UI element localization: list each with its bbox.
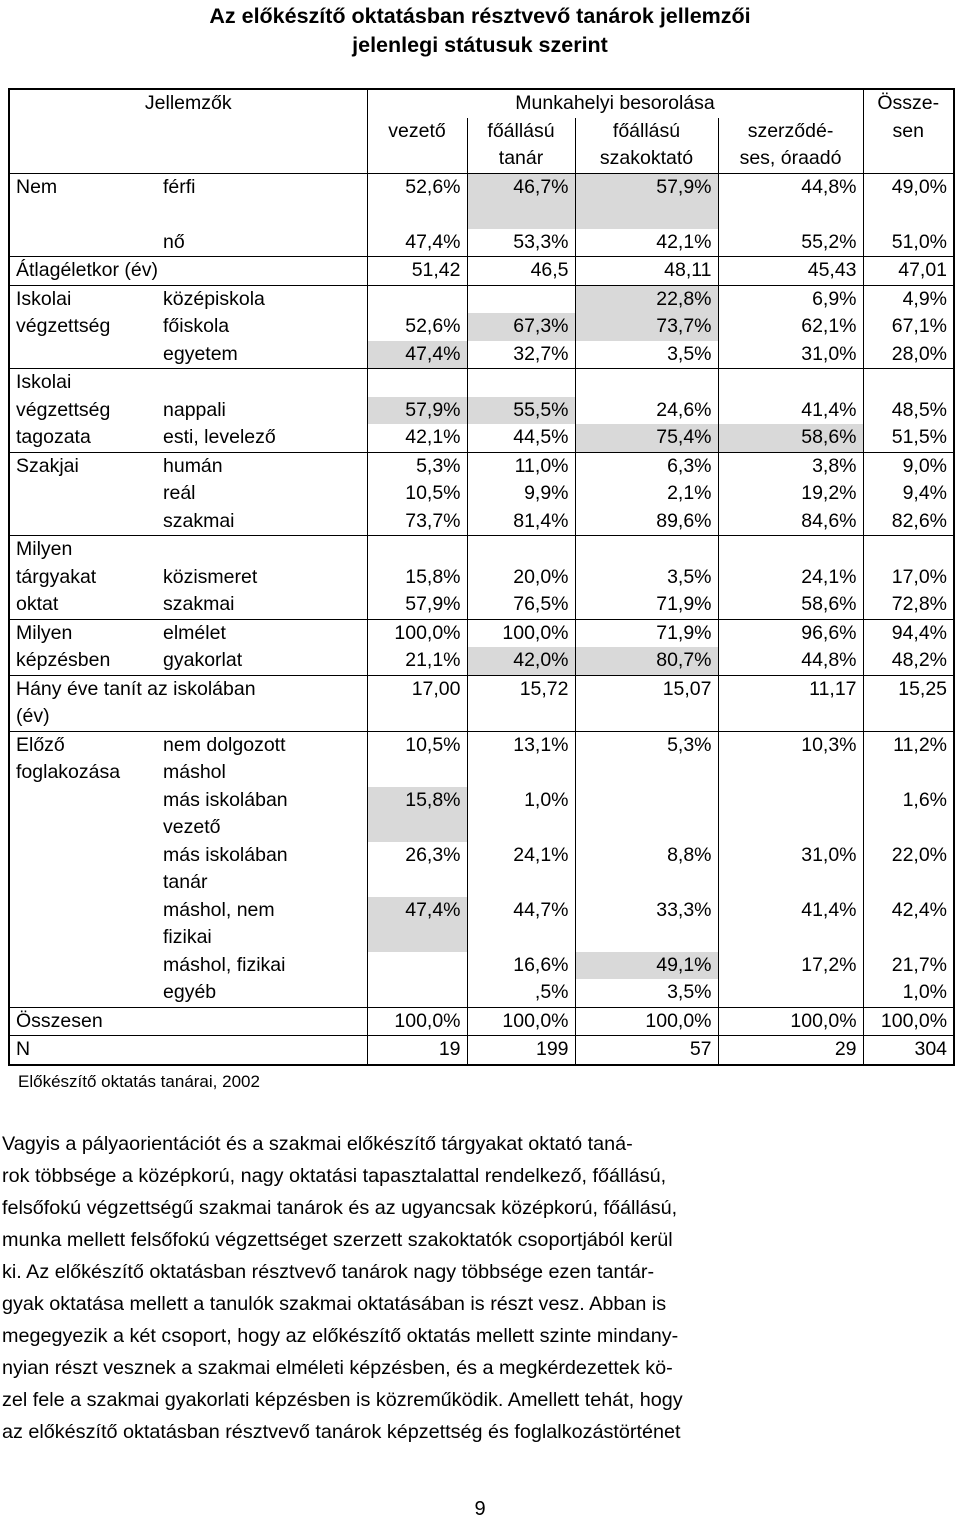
row-sub-label: [157, 1036, 367, 1065]
table-cell: 5,3%: [367, 452, 467, 480]
table-cell: 199: [467, 1036, 575, 1065]
table-cell: 76,5%: [467, 591, 575, 619]
page-number: 9: [474, 1498, 486, 1520]
table-row: [9, 1036, 954, 1065]
header-row-columns: [9, 118, 954, 174]
table-row: [9, 619, 954, 647]
table-cell: [575, 369, 718, 397]
table-cell: 33,3%: [575, 897, 718, 952]
row-group-label: [9, 341, 157, 369]
row-group-label: [9, 842, 157, 897]
table-cell: 6,9%: [718, 285, 863, 313]
row-sub-label: esti, levelező: [163, 426, 276, 448]
table-row: [9, 257, 954, 286]
table-cell: 11,0%: [467, 452, 575, 480]
row-group-label: Milyen: [9, 536, 157, 564]
row-group-label: tárgyakat: [16, 565, 97, 588]
table-row: [9, 731, 954, 787]
table-cell: 13,1%: [467, 731, 575, 787]
row-group-label: oktat: [16, 593, 59, 615]
table-cell: 42,4%: [863, 897, 954, 952]
table-row: [9, 313, 954, 341]
paragraph-line: ki. Az előkészítő oktatásban résztvevő tanárok nagy többsége ezen tantár-: [2, 1261, 655, 1283]
paragraph-line: Vagyis a pályaorientációt és a szakmai előkészítő tárgyakat oktató taná-: [2, 1133, 633, 1155]
row-sub-label: egyetem: [163, 342, 238, 365]
table-cell: [367, 285, 467, 313]
table-cell: 11,2%: [863, 731, 954, 787]
table-cell: 100,0%: [467, 619, 575, 647]
table-cell: 5,3%: [575, 731, 718, 787]
row-sub-label: más iskolában vezető: [163, 788, 288, 838]
table-cell: 71,9%: [575, 591, 718, 619]
table-cell: 3,5%: [575, 979, 718, 1007]
row-sub-label: más iskolában tanár: [163, 843, 288, 893]
table-cell: 10,5%: [367, 731, 467, 787]
table-cell: 24,6%: [575, 397, 718, 425]
table-cell: [718, 979, 863, 1007]
row-group-label: Milyen: [9, 619, 157, 647]
table-cell: 49,1%: [575, 952, 718, 980]
table-cell: 24,1%: [467, 842, 575, 897]
table-cell: 17,0%: [863, 564, 954, 592]
row-group-label: végzettség: [16, 315, 111, 337]
table-cell: 17,2%: [718, 952, 863, 980]
row-group-label: Iskolai: [9, 369, 157, 397]
row-sub-label: szakmai: [163, 509, 235, 532]
table-cell: 10,5%: [367, 480, 467, 508]
paragraph-line: zel fele a szakmai gyakorlati képzésben is közreműködik. Amellett tehát, hogy: [2, 1389, 683, 1411]
table-cell: 57: [575, 1036, 718, 1065]
table-cell: 10,3%: [718, 731, 863, 787]
table-row: [9, 787, 954, 842]
table-cell: 28,0%: [863, 341, 954, 369]
table-cell: 42,1%: [367, 424, 467, 452]
table-cell: 72,8%: [863, 591, 954, 619]
table-cell: 22,8%: [575, 285, 718, 313]
table-cell: 75,4%: [575, 424, 718, 452]
table-cell: [718, 369, 863, 397]
row-sub-label: főiskola: [163, 315, 230, 337]
table-cell: 48,2%: [863, 647, 954, 675]
table-cell: 19: [367, 1036, 467, 1065]
table-cell: 41,4%: [718, 397, 863, 425]
row-group-label: végzettség: [16, 398, 111, 421]
table-cell: 47,01: [863, 257, 954, 286]
table-cell: 4,9%: [863, 285, 954, 313]
table-cell: 31,0%: [718, 341, 863, 369]
table-cell: [467, 369, 575, 397]
table-cell: 47,4%: [367, 341, 467, 369]
table-row: [9, 369, 954, 397]
table-row: [9, 397, 954, 425]
table-row: [9, 285, 954, 313]
table-row: [9, 341, 954, 369]
table-row: [9, 452, 954, 480]
table-cell: 2,1%: [575, 480, 718, 508]
table-cell: 52,6%: [367, 173, 467, 229]
row-sub-label: nem dolgozott máshol: [157, 731, 367, 787]
table-cell: 6,3%: [575, 452, 718, 480]
row-sub-label: humán: [157, 452, 367, 480]
table-row: [9, 508, 954, 536]
table-cell: 82,6%: [863, 508, 954, 536]
table-cell: 9,9%: [467, 480, 575, 508]
row-sub-label: közismeret: [163, 565, 258, 588]
table-row: [9, 647, 954, 675]
table-cell: 19,2%: [718, 480, 863, 508]
table-cell: 1,0%: [467, 787, 575, 842]
table-row: [9, 229, 954, 257]
table-cell: 67,1%: [863, 313, 954, 341]
row-group-label: Átlagéletkor (év): [9, 257, 367, 286]
table-row: [9, 897, 954, 952]
body-paragraph: [2, 1128, 958, 1448]
table-cell: 41,4%: [718, 897, 863, 952]
table-cell: 84,6%: [718, 508, 863, 536]
table-cell: 52,6%: [367, 313, 467, 341]
row-sub-label: elmélet: [157, 619, 367, 647]
row-sub-label: szakmai: [163, 593, 235, 615]
table-cell: 304: [863, 1036, 954, 1065]
table-cell: [367, 979, 467, 1007]
table-cell: 46,7%: [467, 173, 575, 229]
paragraph-line: az előkészítő oktatásban résztvevő tanárok képzettség és foglalkozástörténet: [2, 1421, 681, 1443]
table-cell: 21,7%: [863, 952, 954, 980]
table-cell: 55,2%: [718, 229, 863, 257]
row-group-label: [9, 229, 157, 257]
table-cell: 45,43: [718, 257, 863, 286]
table-cell: 51,5%: [863, 424, 954, 452]
row-group-label: Nem: [9, 173, 157, 229]
table-cell: 51,0%: [863, 229, 954, 257]
header-row: [9, 89, 954, 118]
table-row: [9, 536, 954, 564]
row-sub-label: gyakorlat: [163, 649, 243, 671]
paragraph-line: megegyezik a két csoport, hogy az előkészítő oktatás mellett szinte mindany-: [2, 1325, 679, 1347]
table-cell: 21,1%: [367, 647, 467, 675]
table-row: [9, 424, 954, 452]
row-group-label: [9, 897, 157, 952]
row-sub-label: máshol, fizikai: [163, 953, 286, 976]
row-sub-label: középiskola: [157, 285, 367, 313]
paragraph-line: gyak oktatása mellett a tanulók szakmai oktatásában is részt vesz. Abban is: [2, 1293, 667, 1315]
table-cell: 73,7%: [575, 313, 718, 341]
table-cell: 24,1%: [718, 564, 863, 592]
table-cell: 31,0%: [718, 842, 863, 897]
table-cell: 80,7%: [575, 647, 718, 675]
table-cell: [367, 536, 467, 564]
table-cell: 100,0%: [467, 1007, 575, 1036]
table-cell: 1,6%: [863, 787, 954, 842]
row-group-label: képzésben: [16, 649, 111, 671]
table-cell: 49,0%: [863, 173, 954, 229]
table-cell: [863, 369, 954, 397]
table-cell: 58,6%: [718, 591, 863, 619]
table-cell: 67,3%: [467, 313, 575, 341]
table-cell: 44,5%: [467, 424, 575, 452]
table-cell: 3,8%: [718, 452, 863, 480]
row-group-label: Szakjai: [9, 452, 157, 480]
row-group-label: Előző foglakozása: [9, 731, 157, 787]
table-cell: [718, 787, 863, 842]
paragraph-line: munka mellett felsőfokú végzettséget szerzett szakoktatók csoportjából kerül: [2, 1229, 673, 1251]
table-cell: 100,0%: [367, 619, 467, 647]
table-cell: 100,0%: [575, 1007, 718, 1036]
table-cell: 8,8%: [575, 842, 718, 897]
table-cell: 100,0%: [718, 1007, 863, 1036]
table-cell: 15,8%: [367, 787, 467, 842]
table-cell: 55,5%: [467, 397, 575, 425]
table-cell: 94,4%: [863, 619, 954, 647]
table-cell: [718, 536, 863, 564]
column-header: vezető: [367, 118, 467, 174]
table-cell: 53,3%: [467, 229, 575, 257]
column-header: főállású tanár: [467, 118, 575, 174]
table-cell: 22,0%: [863, 842, 954, 897]
table-cell: 48,5%: [863, 397, 954, 425]
table-cell: 15,72: [467, 675, 575, 731]
table-cell: 42,1%: [575, 229, 718, 257]
table-cell: 20,0%: [467, 564, 575, 592]
table-cell: 44,8%: [718, 173, 863, 229]
row-group-label: [9, 480, 157, 508]
table-cell: 96,6%: [718, 619, 863, 647]
table-cell: 47,4%: [367, 897, 467, 952]
status-table: [8, 88, 955, 1066]
row-sub-label: férfi: [157, 173, 367, 229]
table-row: [9, 591, 954, 619]
table-cell: 58,6%: [718, 424, 863, 452]
table-cell: 17,00: [367, 675, 467, 731]
row-sub-label: máshol, nem fizikai: [163, 898, 275, 948]
table-cell: [575, 536, 718, 564]
table-cell: ,5%: [467, 979, 575, 1007]
table-cell: 81,4%: [467, 508, 575, 536]
table-cell: 44,7%: [467, 897, 575, 952]
table-cell: [467, 285, 575, 313]
table-row: [9, 1007, 954, 1036]
table-cell: 15,07: [575, 675, 718, 731]
table-cell: 100,0%: [367, 1007, 467, 1036]
source-note: Előkészítő oktatás tanárai, 2002: [18, 1072, 260, 1091]
table-cell: 47,4%: [367, 229, 467, 257]
table-cell: 71,9%: [575, 619, 718, 647]
table-cell: 15,8%: [367, 564, 467, 592]
table-row: [9, 173, 954, 229]
table-cell: 100,0%: [863, 1007, 954, 1036]
table-cell: 57,9%: [367, 591, 467, 619]
table-cell: 16,6%: [467, 952, 575, 980]
title-line: jelenlegi státusuk szerint: [352, 33, 608, 57]
row-group-label: [9, 787, 157, 842]
row-group-label: [9, 508, 157, 536]
row-group-label: N: [9, 1036, 157, 1065]
paragraph-line: felsőfokú végzettségű szakmai tanárok és az ugyancsak középkorú, főállású,: [2, 1197, 678, 1219]
table-row: [9, 979, 954, 1007]
row-sub-label: nappali: [163, 398, 226, 421]
row-sub-label: [157, 536, 367, 564]
paragraph-line: rok többsége a középkorú, nagy oktatási tapasztalattal rendelkező, főállású,: [2, 1165, 667, 1187]
table-cell: 3,5%: [575, 341, 718, 369]
table-cell: 29: [718, 1036, 863, 1065]
table-cell: 73,7%: [367, 508, 467, 536]
table-cell: 42,0%: [467, 647, 575, 675]
table-cell: 15,25: [863, 675, 954, 731]
table-cell: 9,0%: [863, 452, 954, 480]
title-line: Az előkészítő oktatásban résztvevő tanárok jellemzői: [209, 4, 751, 28]
row-sub-label: egyéb: [163, 981, 217, 1003]
row-sub-label: nő: [163, 230, 185, 253]
table-cell: [863, 536, 954, 564]
row-group-label: Iskolai: [9, 285, 157, 313]
table-row: [9, 564, 954, 592]
table-cell: [575, 787, 718, 842]
table-cell: 46,5: [467, 257, 575, 286]
row-group-label: Hány éve tanít az iskolában (év): [9, 675, 367, 731]
table-cell: 57,9%: [575, 173, 718, 229]
row-sub-label: [157, 1007, 367, 1036]
table-cell: 26,3%: [367, 842, 467, 897]
table-cell: 3,5%: [575, 564, 718, 592]
table-cell: 44,8%: [718, 647, 863, 675]
table-cell: 57,9%: [367, 397, 467, 425]
table-row: [9, 480, 954, 508]
row-group-label: tagozata: [16, 426, 91, 448]
table-row: [9, 842, 954, 897]
table-row: [9, 952, 954, 980]
table-cell: 1,0%: [863, 979, 954, 1007]
header-osszesen: Össze- sen: [863, 89, 954, 173]
table-cell: 11,17: [718, 675, 863, 731]
table-cell: [367, 369, 467, 397]
row-sub-label: [157, 369, 367, 397]
row-group-label: [9, 952, 157, 980]
row-group-label: Összesen: [9, 1007, 157, 1036]
table-cell: 9,4%: [863, 480, 954, 508]
row-group-label: [9, 979, 157, 1007]
table-cell: 51,42: [367, 257, 467, 286]
table-cell: [367, 952, 467, 980]
column-header: főállású szakoktató: [575, 118, 718, 174]
table-cell: 48,11: [575, 257, 718, 286]
table-cell: 62,1%: [718, 313, 863, 341]
column-header: szerződé- ses, óraadó: [718, 118, 863, 174]
table-title: [0, 2, 960, 60]
table-cell: [467, 536, 575, 564]
paragraph-line: nyian részt vesznek a szakmai elméleti képzésben, és a megkérdezettek kö-: [2, 1357, 673, 1379]
table-row: [9, 675, 954, 731]
header-jellemzok: Jellemzők: [144, 92, 232, 114]
table-cell: 89,6%: [575, 508, 718, 536]
table-cell: 32,7%: [467, 341, 575, 369]
row-sub-label: reál: [163, 482, 196, 504]
header-munkahelyi: Munkahelyi besorolása: [367, 89, 863, 118]
